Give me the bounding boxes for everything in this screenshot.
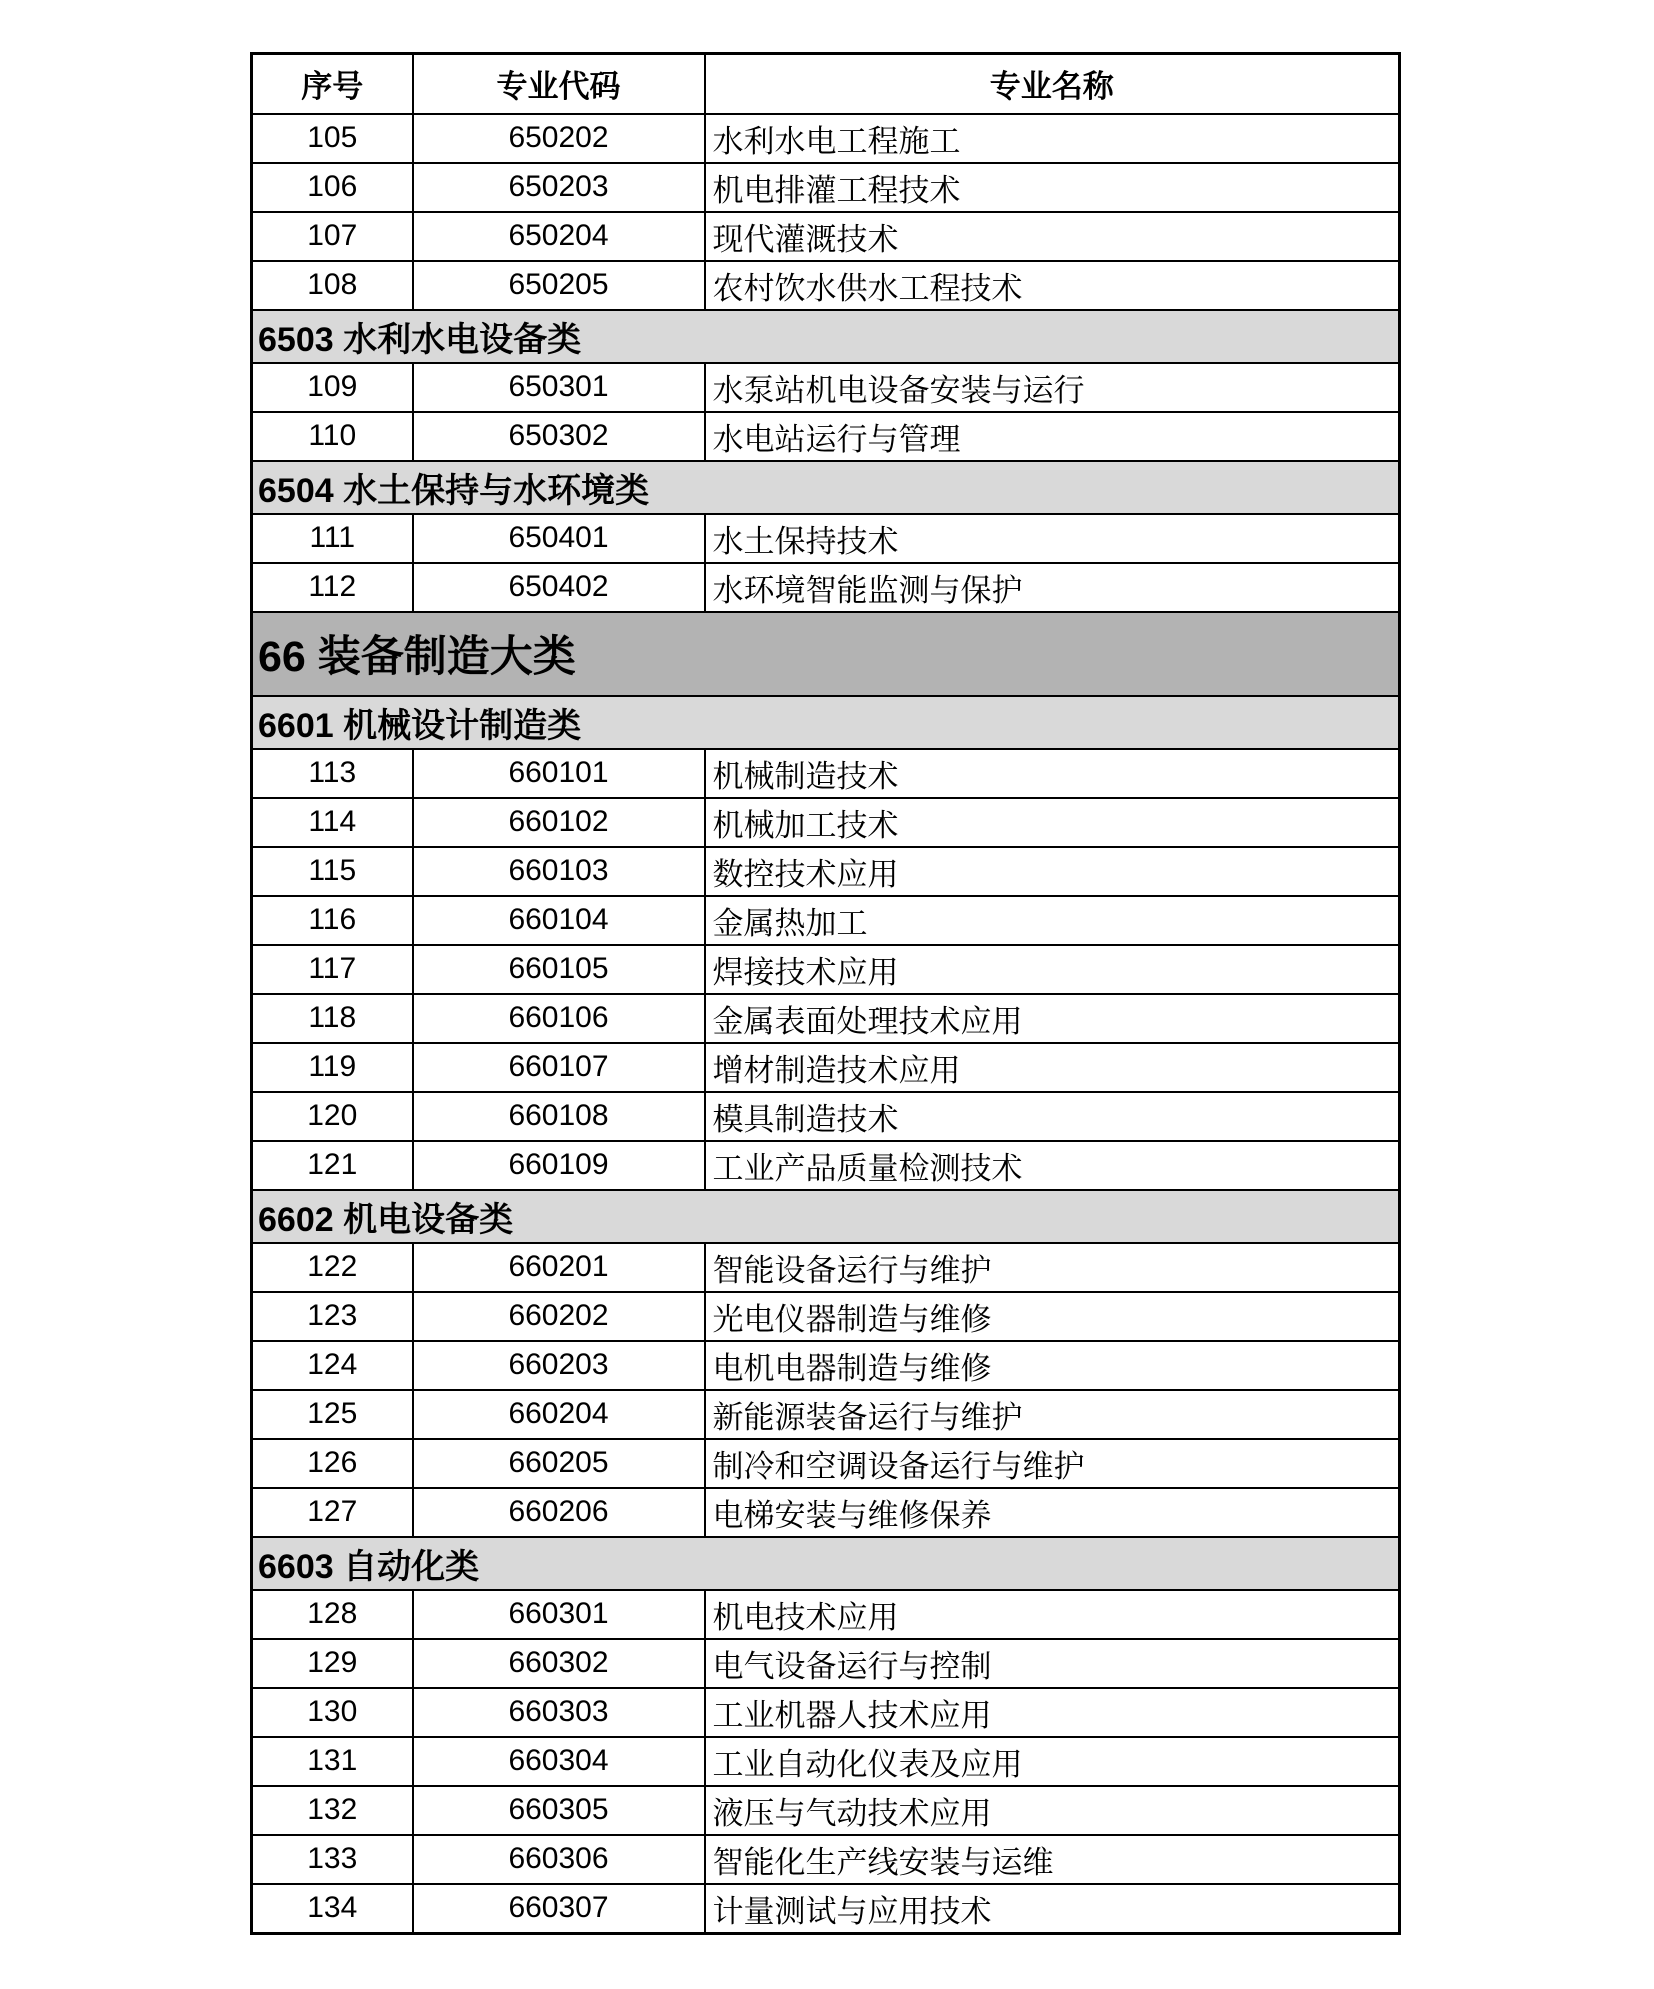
table-row bbox=[252, 1835, 1400, 1884]
major-name: 电梯安装与维修保养 bbox=[705, 1488, 1400, 1537]
major-code: 660108 bbox=[413, 1092, 705, 1141]
major-name: 现代灌溉技术 bbox=[705, 212, 1400, 261]
major-code: 650402 bbox=[413, 563, 705, 612]
header-row bbox=[252, 54, 1400, 114]
major-name: 模具制造技术 bbox=[705, 1092, 1400, 1141]
major-name: 工业机器人技术应用 bbox=[705, 1688, 1400, 1737]
major-name: 机械加工技术 bbox=[705, 798, 1400, 847]
major-code: 660301 bbox=[413, 1590, 705, 1639]
row-index: 122 bbox=[252, 1243, 413, 1292]
major-code: 660306 bbox=[413, 1835, 705, 1884]
table-row bbox=[252, 1639, 1400, 1688]
table-row bbox=[252, 1786, 1400, 1835]
major-code: 660107 bbox=[413, 1043, 705, 1092]
section-label: 6602 机电设备类 bbox=[252, 1190, 1400, 1243]
header-index: 序号 bbox=[252, 54, 413, 114]
major-code: 660102 bbox=[413, 798, 705, 847]
major-code: 660305 bbox=[413, 1786, 705, 1835]
section-label: 6503 水利水电设备类 bbox=[252, 310, 1400, 363]
table-row bbox=[252, 1488, 1400, 1537]
major-name: 金属热加工 bbox=[705, 896, 1400, 945]
category-row bbox=[252, 612, 1400, 696]
table-row bbox=[252, 896, 1400, 945]
table-row bbox=[252, 363, 1400, 412]
major-code: 660202 bbox=[413, 1292, 705, 1341]
major-code: 660206 bbox=[413, 1488, 705, 1537]
major-code: 660302 bbox=[413, 1639, 705, 1688]
section-label: 6603 自动化类 bbox=[252, 1537, 1400, 1590]
table-row bbox=[252, 749, 1400, 798]
major-name: 智能设备运行与维护 bbox=[705, 1243, 1400, 1292]
table-header bbox=[252, 54, 1400, 114]
major-code: 650202 bbox=[413, 114, 705, 163]
major-name: 机械制造技术 bbox=[705, 749, 1400, 798]
header-code: 专业代码 bbox=[413, 54, 705, 114]
major-name: 农村饮水供水工程技术 bbox=[705, 261, 1400, 310]
major-code: 660307 bbox=[413, 1884, 705, 1934]
major-code: 660104 bbox=[413, 896, 705, 945]
major-code: 650401 bbox=[413, 514, 705, 563]
table-row bbox=[252, 212, 1400, 261]
row-index: 128 bbox=[252, 1590, 413, 1639]
major-code: 660101 bbox=[413, 749, 705, 798]
row-index: 116 bbox=[252, 896, 413, 945]
major-name: 水环境智能监测与保护 bbox=[705, 563, 1400, 612]
section-row bbox=[252, 310, 1400, 363]
table-row bbox=[252, 1341, 1400, 1390]
major-code: 650301 bbox=[413, 363, 705, 412]
major-name: 增材制造技术应用 bbox=[705, 1043, 1400, 1092]
row-index: 124 bbox=[252, 1341, 413, 1390]
major-name: 数控技术应用 bbox=[705, 847, 1400, 896]
major-name: 金属表面处理技术应用 bbox=[705, 994, 1400, 1043]
section-label: 6601 机械设计制造类 bbox=[252, 696, 1400, 749]
row-index: 130 bbox=[252, 1688, 413, 1737]
table-row bbox=[252, 798, 1400, 847]
row-index: 109 bbox=[252, 363, 413, 412]
row-index: 106 bbox=[252, 163, 413, 212]
row-index: 133 bbox=[252, 1835, 413, 1884]
table-row bbox=[252, 994, 1400, 1043]
major-name: 水利水电工程施工 bbox=[705, 114, 1400, 163]
row-index: 129 bbox=[252, 1639, 413, 1688]
table-row bbox=[252, 1590, 1400, 1639]
major-code: 660105 bbox=[413, 945, 705, 994]
table-row bbox=[252, 563, 1400, 612]
table-row bbox=[252, 1243, 1400, 1292]
major-code: 660303 bbox=[413, 1688, 705, 1737]
table-row bbox=[252, 1092, 1400, 1141]
table-body bbox=[252, 114, 1400, 1934]
row-index: 118 bbox=[252, 994, 413, 1043]
header-name: 专业名称 bbox=[705, 54, 1400, 114]
row-index: 105 bbox=[252, 114, 413, 163]
major-code-table bbox=[250, 52, 1401, 1935]
major-name: 工业自动化仪表及应用 bbox=[705, 1737, 1400, 1786]
section-row bbox=[252, 696, 1400, 749]
table-row bbox=[252, 945, 1400, 994]
row-index: 121 bbox=[252, 1141, 413, 1190]
row-index: 114 bbox=[252, 798, 413, 847]
major-name: 光电仪器制造与维修 bbox=[705, 1292, 1400, 1341]
major-code: 650302 bbox=[413, 412, 705, 461]
row-index: 119 bbox=[252, 1043, 413, 1092]
major-code: 660203 bbox=[413, 1341, 705, 1390]
row-index: 108 bbox=[252, 261, 413, 310]
section-row bbox=[252, 461, 1400, 514]
major-code: 650203 bbox=[413, 163, 705, 212]
category-label: 66 装备制造大类 bbox=[252, 612, 1400, 696]
table-row bbox=[252, 412, 1400, 461]
major-name: 机电排灌工程技术 bbox=[705, 163, 1400, 212]
row-index: 131 bbox=[252, 1737, 413, 1786]
row-index: 120 bbox=[252, 1092, 413, 1141]
major-name: 焊接技术应用 bbox=[705, 945, 1400, 994]
row-index: 117 bbox=[252, 945, 413, 994]
row-index: 107 bbox=[252, 212, 413, 261]
row-index: 126 bbox=[252, 1439, 413, 1488]
row-index: 132 bbox=[252, 1786, 413, 1835]
major-name: 计量测试与应用技术 bbox=[705, 1884, 1400, 1934]
major-name: 工业产品质量检测技术 bbox=[705, 1141, 1400, 1190]
major-name: 水电站运行与管理 bbox=[705, 412, 1400, 461]
table-row bbox=[252, 1141, 1400, 1190]
major-name: 制冷和空调设备运行与维护 bbox=[705, 1439, 1400, 1488]
major-code: 660201 bbox=[413, 1243, 705, 1292]
table-row bbox=[252, 1043, 1400, 1092]
major-name: 智能化生产线安装与运维 bbox=[705, 1835, 1400, 1884]
section-row bbox=[252, 1537, 1400, 1590]
major-name: 电气设备运行与控制 bbox=[705, 1639, 1400, 1688]
table-row bbox=[252, 847, 1400, 896]
major-name: 新能源装备运行与维护 bbox=[705, 1390, 1400, 1439]
major-code: 650204 bbox=[413, 212, 705, 261]
table-row bbox=[252, 1737, 1400, 1786]
major-code: 660204 bbox=[413, 1390, 705, 1439]
table-row bbox=[252, 1688, 1400, 1737]
table-row bbox=[252, 163, 1400, 212]
table-row bbox=[252, 1292, 1400, 1341]
row-index: 115 bbox=[252, 847, 413, 896]
major-code: 660106 bbox=[413, 994, 705, 1043]
table-row bbox=[252, 1390, 1400, 1439]
row-index: 125 bbox=[252, 1390, 413, 1439]
table-row bbox=[252, 1439, 1400, 1488]
major-code: 660304 bbox=[413, 1737, 705, 1786]
major-name: 水泵站机电设备安装与运行 bbox=[705, 363, 1400, 412]
table-row bbox=[252, 114, 1400, 163]
table-row bbox=[252, 514, 1400, 563]
row-index: 134 bbox=[252, 1884, 413, 1934]
major-name: 机电技术应用 bbox=[705, 1590, 1400, 1639]
major-code: 650205 bbox=[413, 261, 705, 310]
table-row bbox=[252, 261, 1400, 310]
major-code: 660109 bbox=[413, 1141, 705, 1190]
row-index: 110 bbox=[252, 412, 413, 461]
major-code: 660103 bbox=[413, 847, 705, 896]
row-index: 112 bbox=[252, 563, 413, 612]
row-index: 113 bbox=[252, 749, 413, 798]
section-label: 6504 水土保持与水环境类 bbox=[252, 461, 1400, 514]
major-name: 水土保持技术 bbox=[705, 514, 1400, 563]
row-index: 127 bbox=[252, 1488, 413, 1537]
major-name: 电机电器制造与维修 bbox=[705, 1341, 1400, 1390]
major-code: 660205 bbox=[413, 1439, 705, 1488]
table-row bbox=[252, 1884, 1400, 1934]
row-index: 111 bbox=[252, 514, 413, 563]
row-index: 123 bbox=[252, 1292, 413, 1341]
section-row bbox=[252, 1190, 1400, 1243]
major-name: 液压与气动技术应用 bbox=[705, 1786, 1400, 1835]
